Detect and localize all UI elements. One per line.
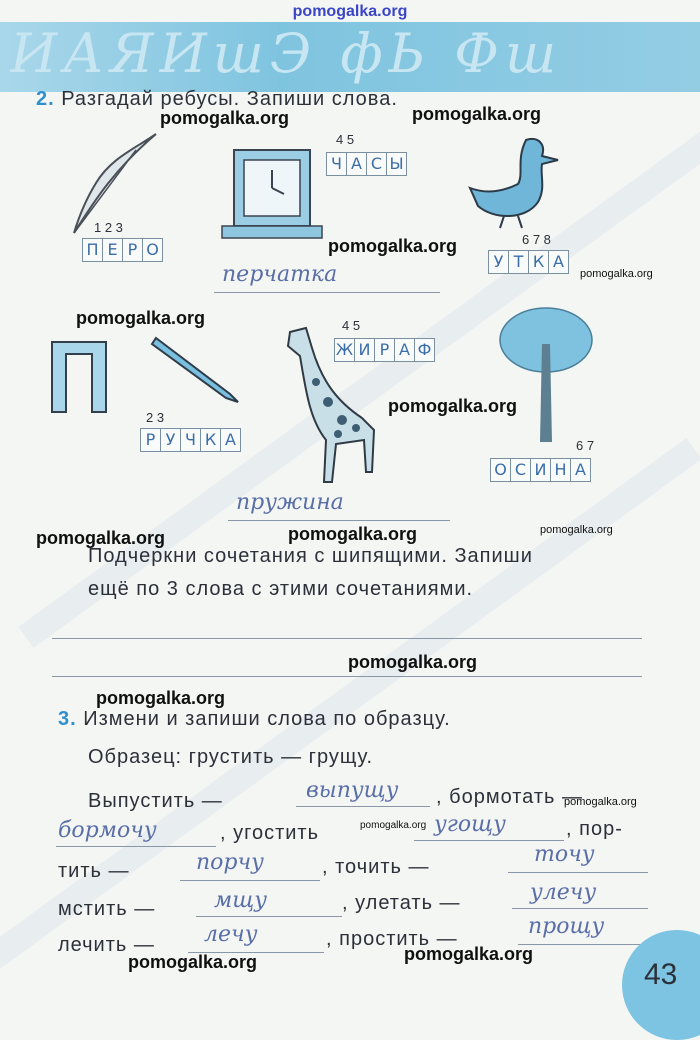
watermark: pomogalka.org [564, 796, 637, 808]
answer-line [414, 840, 564, 841]
exercise-text: , пор- [566, 818, 623, 840]
letter-box: П [82, 238, 103, 262]
duck-icon [466, 130, 566, 230]
clock-icon [220, 146, 325, 242]
answer-line [180, 880, 320, 881]
handwritten-answer: мщу [214, 888, 268, 913]
writing-line [52, 638, 642, 639]
answer-line [214, 292, 440, 293]
rebus1-boxes [82, 238, 162, 262]
answer-line [508, 872, 648, 873]
letter-box: А [394, 338, 415, 362]
answer-line [196, 916, 342, 917]
rebus4-boxes [334, 338, 434, 362]
letter-box: И [530, 458, 551, 482]
rebus4-numbers: 4 5 [342, 318, 361, 333]
letter-box: С [510, 458, 531, 482]
task3-sample: Образец: грустить — грущу. [88, 746, 374, 768]
letter-box: О [142, 238, 163, 262]
exercise-text: тить — [58, 860, 130, 882]
handwritten-answer: выпущу [306, 778, 399, 803]
exercise-text: лечить — [58, 934, 155, 956]
letter-box: Ж [334, 338, 355, 362]
watermark: pomogalka.org [388, 396, 518, 416]
letter-box: Р [374, 338, 395, 362]
watermark: pomogalka.org [76, 308, 206, 328]
task3-number: 3. [58, 708, 77, 730]
watermark: pomogalka.org [96, 688, 226, 708]
watermark: pomogalka.org [36, 528, 166, 548]
exercise-text: , улетать — [342, 892, 461, 914]
task3-title [58, 708, 451, 731]
watermark: pomogalka.org [348, 652, 478, 672]
task2-instruction-line1: Подчеркни сочетания с шипящими. Запиши [88, 545, 533, 567]
exercise-text: мстить — [58, 898, 156, 920]
task2-number: 2. [36, 88, 55, 110]
answer-line [512, 908, 648, 909]
rebus3-numbers: 6 7 8 [522, 232, 551, 247]
letter-box: Ы [386, 152, 407, 176]
rebus2-numbers: 4 5 [336, 132, 355, 147]
task2-instruction-line2: ещё по 3 слова с этими сочетаниями. [88, 578, 474, 600]
handwritten-answer: пружина [236, 490, 344, 515]
letter-box: Р [122, 238, 143, 262]
band-letters: ИАЯИшЭ фЬ Фш [10, 22, 563, 85]
letter-box: К [528, 250, 549, 274]
letter-box: А [220, 428, 241, 452]
rebus5-numbers: 2 3 [146, 410, 165, 425]
letter-box: Ф [414, 338, 435, 362]
letter-box: Н [550, 458, 571, 482]
letter-box: А [346, 152, 367, 176]
rebus1-numbers: 1 2 3 [94, 220, 123, 235]
handwritten-answer: прощу [528, 914, 605, 939]
answer-line [56, 846, 216, 847]
letter-box: А [570, 458, 591, 482]
handwritten-answer: лечу [204, 922, 258, 947]
watermark: pomogalka.org [412, 104, 542, 124]
answer-line [518, 944, 646, 945]
rebus3-boxes [488, 250, 568, 274]
exercise-text: , угостить [220, 822, 320, 844]
rebus2-boxes [326, 152, 406, 176]
site-header-link[interactable]: pomogalka.org [292, 3, 408, 20]
handwritten-answer: перчатка [222, 262, 338, 287]
watermark: pomogalka.org [160, 108, 290, 128]
exercise-text: Выпустить — [88, 790, 223, 812]
letter-box: Т [508, 250, 529, 274]
handwritten-answer: угощу [434, 812, 506, 837]
decorative-letter-band [0, 22, 700, 92]
writing-line [52, 676, 642, 677]
page-number: 43 [644, 958, 678, 991]
letter-box: О [490, 458, 511, 482]
handwritten-answer: улечу [530, 880, 597, 905]
exercise-text: , простить — [326, 928, 458, 950]
pen-icon [150, 332, 242, 406]
answer-line [296, 806, 430, 807]
rebus5-boxes [140, 428, 240, 452]
task3-title-text: Измени и запиши слова по образцу. [83, 708, 451, 730]
handwritten-answer: порчу [196, 850, 264, 875]
letter-box: У [160, 428, 181, 452]
watermark: pomogalka.org [328, 236, 458, 256]
handwritten-answer: точу [534, 842, 595, 867]
letter-box: Р [140, 428, 161, 452]
handwritten-answer: бормочу [58, 818, 157, 843]
letter-box: У [488, 250, 509, 274]
letter-box: А [548, 250, 569, 274]
watermark: pomogalka.org [404, 944, 534, 964]
letter-box: К [200, 428, 221, 452]
watermark: pomogalka.org [580, 268, 653, 280]
answer-line [228, 520, 450, 521]
watermark: pomogalka.org [540, 524, 613, 536]
rebus6-numbers: 6 7 [576, 438, 595, 453]
letter-box: Ч [180, 428, 201, 452]
watermark: pomogalka.org [128, 952, 258, 972]
letter-box: Ч [326, 152, 347, 176]
watermark: pomogalka.org [288, 524, 418, 544]
watermark: pomogalka.org [360, 820, 427, 831]
rebus6-boxes [490, 458, 590, 482]
letter-box: С [366, 152, 387, 176]
exercise-text: , точить — [322, 856, 430, 878]
letter-box: Е [102, 238, 123, 262]
letter-p-icon [48, 336, 120, 416]
exercise-text: , бормотать — [436, 786, 584, 808]
task2-title-text: Разгадай ребусы. Запиши слова. [61, 88, 398, 110]
tree-icon [494, 304, 598, 444]
page-number-badge [622, 930, 700, 1040]
letter-box: И [354, 338, 375, 362]
